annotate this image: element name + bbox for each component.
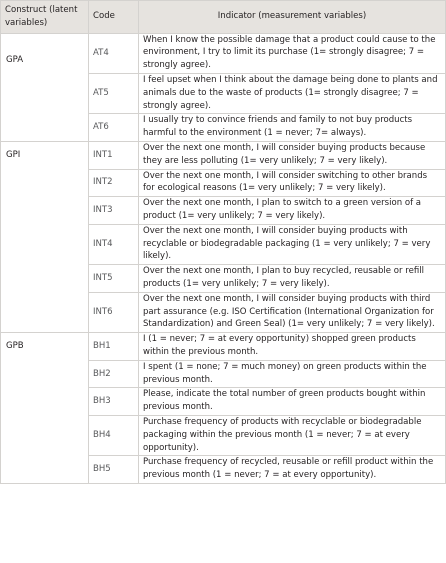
indicator-cell: Purchase frequency of recycled, reusable or refill product within the previous month (1 = never; 7 = at every opportunity). bbox=[139, 456, 446, 484]
code-cell: INT5 bbox=[89, 265, 139, 293]
table-row bbox=[1, 141, 446, 169]
construct-cell: GPI bbox=[1, 141, 89, 332]
code-cell: INT4 bbox=[89, 224, 139, 264]
code-cell: INT1 bbox=[89, 141, 139, 169]
construct-cell: GPB bbox=[1, 333, 89, 484]
indicator-cell: Over the next one month, I will consider buying products with third part assurance (e.g. ISO Certification (International Organization for Standardization) and Green Seal) (1= very unlikely; 7 = very likely). bbox=[139, 292, 446, 332]
table-body bbox=[1, 33, 446, 483]
indicator-cell: Purchase frequency of products with recyclable or biodegradable packaging within the previous month (1 = never; 7 = at every opportunity). bbox=[139, 415, 446, 455]
code-cell: BH2 bbox=[89, 360, 139, 388]
code-cell: INT2 bbox=[89, 169, 139, 197]
indicator-cell: Over the next one month, I plan to buy recycled, reusable or refill products (1= very unlikely; 7 = very likely). bbox=[139, 265, 446, 293]
code-cell: BH5 bbox=[89, 456, 139, 484]
code-cell: BH3 bbox=[89, 388, 139, 416]
indicator-cell: Over the next one month, I plan to switch to a green version of a product (1= very unlikely; 7 = very likely). bbox=[139, 197, 446, 225]
header-row bbox=[1, 1, 446, 34]
construct-cell: GPA bbox=[1, 33, 89, 141]
indicator-cell: When I know the possible damage that a product could cause to the environment, I try to limit its purchase (1= strongly disagree; 7 = strongly agree). bbox=[139, 33, 446, 73]
header-indicator: Indicator (measurement variables) bbox=[139, 1, 446, 34]
indicator-cell: I (1 = never; 7 = at every opportunity) shopped green products within the previous month. bbox=[139, 333, 446, 361]
indicator-cell: Over the next one month, I will consider buying products with recyclable or biodegradable packaging (1 = very unlikely; 7 = very likely). bbox=[139, 224, 446, 264]
indicator-cell: Over the next one month, I will consider switching to other brands for ecological reasons (1= very unlikely; 7 = very likely). bbox=[139, 169, 446, 197]
indicator-cell: Over the next one month, I will consider buying products because they are less polluting (1= very unlikely; 7 = very likely). bbox=[139, 141, 446, 169]
indicator-cell: I spent (1 = none; 7 = much money) on green products within the previous month. bbox=[139, 360, 446, 388]
table-row bbox=[1, 333, 446, 361]
code-cell: INT6 bbox=[89, 292, 139, 332]
code-cell: INT3 bbox=[89, 197, 139, 225]
code-cell: AT6 bbox=[89, 114, 139, 142]
code-cell: AT5 bbox=[89, 73, 139, 113]
header-code: Code bbox=[89, 1, 139, 34]
indicator-cell: I feel upset when I think about the damage being done to plants and animals due to the waste of products (1= strongly disagree; 7 = strongly agree). bbox=[139, 73, 446, 113]
code-cell: BH1 bbox=[89, 333, 139, 361]
code-cell: BH4 bbox=[89, 415, 139, 455]
table-row bbox=[1, 33, 446, 73]
header-construct: Construct (latent variables) bbox=[1, 1, 89, 34]
indicator-cell: I usually try to convince friends and family to not buy products harmful to the environment (1 = never; 7= always). bbox=[139, 114, 446, 142]
indicator-cell: Please, indicate the total number of green products bought within previous month. bbox=[139, 388, 446, 416]
code-cell: AT4 bbox=[89, 33, 139, 73]
